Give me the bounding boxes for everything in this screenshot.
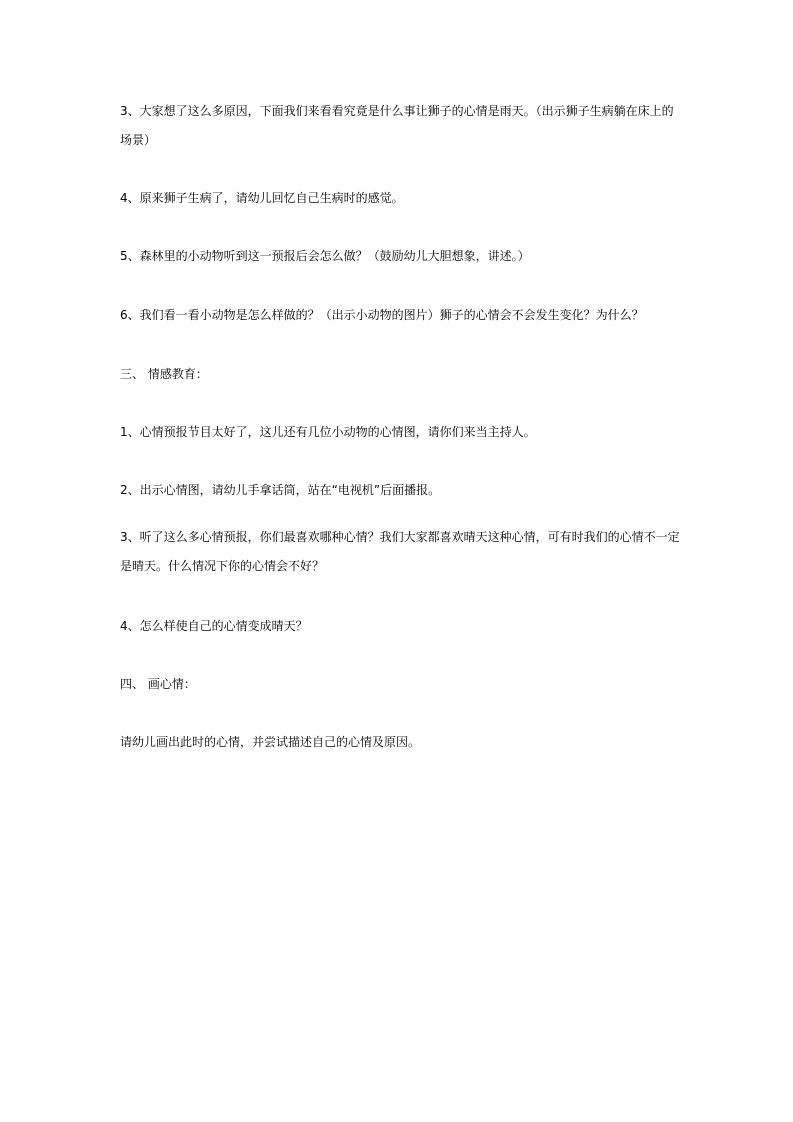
section-3-heading: 三、 情感教育： [120,367,208,381]
step-4: 4、原来狮子生病了，请幼儿回忆自己生病时的感觉。 [120,191,404,205]
section-3-step-1: 1、心情预报节目太好了，这儿还有几位小动物的心情图，请你们来当主持人。 [120,425,536,439]
section-3-step-2: 2、出示心情图，请幼儿手拿话筒，站在“电视机”后面播报。 [120,483,441,497]
section-3-step-4: 4、怎么样使自己的心情变成晴天？ [120,619,308,633]
step-5: 5、森林里的小动物听到这一预报后会怎么做？（鼓励幼儿大胆想象，讲述。） [120,249,530,263]
section-4-body: 请幼儿画出此时的心情，并尝试描述自己的心情及原因。 [120,735,421,749]
step-3-line-2: 场景） [120,133,157,147]
section-4-heading: 四、 画心情： [120,677,196,691]
step-6: 6、我们看一看小动物是怎么样做的？（出示小动物的图片）狮子的心情会不会发生变化？为什么？ [120,308,644,322]
section-3-step-3-line-1: 3、听了这么多心情预报，你们最喜欢哪种心情？我们大家都喜欢晴天这种心情，可有时我们的心情不一定 [120,530,680,544]
section-3-step-3-line-2: 是晴天。什么情况下你的心情会不好？ [120,559,325,573]
step-3-line-1: 3、大家想了这么多原因，下面我们来看看究竟是什么事让狮子的心情是雨天。（出示狮子生病躺在床上的 [120,104,674,118]
